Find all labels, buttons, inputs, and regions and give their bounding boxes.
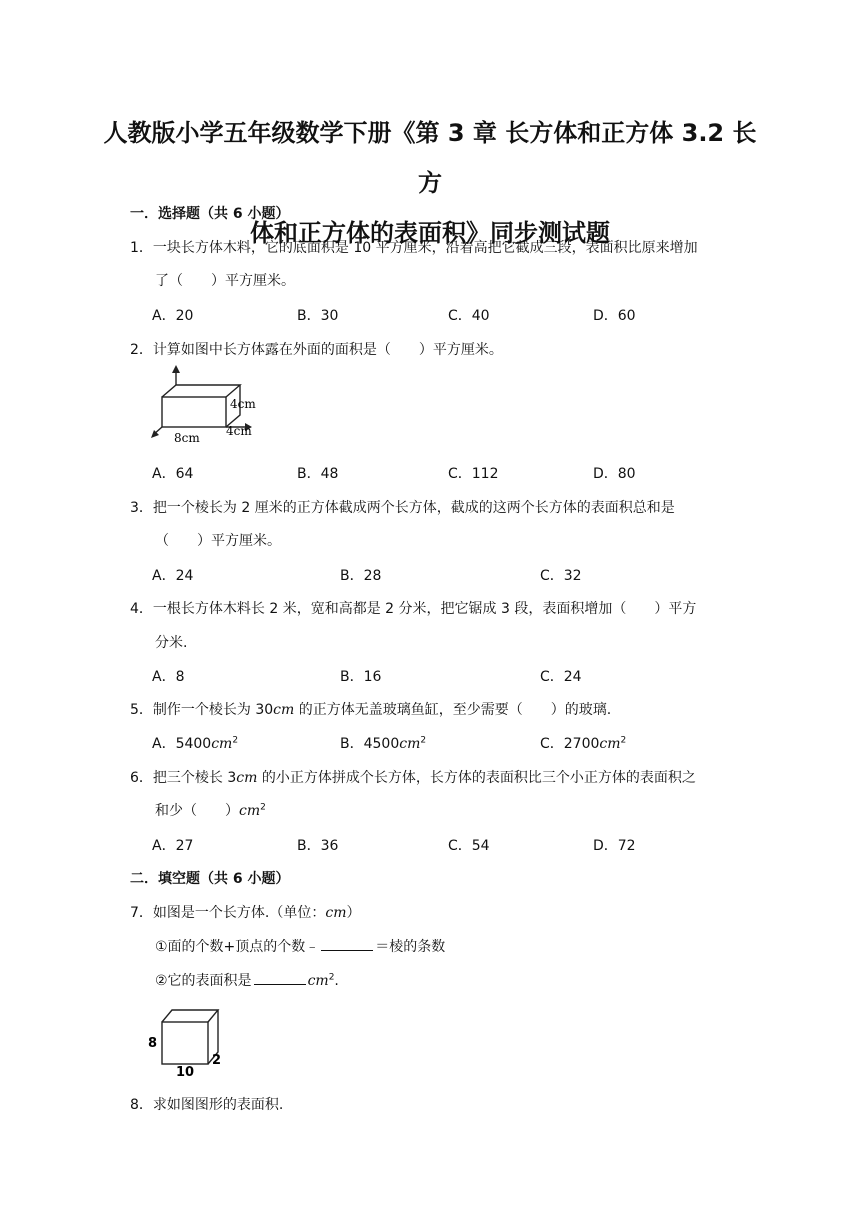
arrow-head-up-icon bbox=[172, 365, 180, 373]
question-2-cuboid-figure bbox=[148, 364, 260, 444]
cuboid-front-face bbox=[162, 1022, 208, 1064]
question-1-option-c: C．40 bbox=[448, 308, 490, 324]
page-title bbox=[100, 108, 760, 258]
question-4-option-c: C．24 bbox=[540, 669, 582, 685]
question-4-option-b: B．16 bbox=[340, 669, 382, 685]
figure-label-width: 2 bbox=[212, 1053, 222, 1068]
figure-label-width: 4cm bbox=[226, 424, 252, 438]
question-4-line-1: 4．一根长方体木料长 2 米，宽和高都是 2 分米，把它锯成 3 段，表面积增加（ ）平方 bbox=[130, 601, 697, 617]
question-3-option-c: C．32 bbox=[540, 568, 582, 584]
section-heading-fill-in: 二．填空题（共 6 小题） bbox=[130, 871, 290, 887]
question-6-option-a: A．27 bbox=[152, 838, 194, 854]
answer-blank-2[interactable] bbox=[254, 972, 306, 985]
figure-label-height: 8 bbox=[148, 1036, 158, 1051]
question-4-option-a: A．8 bbox=[152, 669, 185, 685]
question-6-option-b: B．36 bbox=[297, 838, 339, 854]
question-1-line-2: 了（ ）平方厘米。 bbox=[155, 273, 295, 289]
title-line-2: 体和正方体的表面积》同步测试题 bbox=[250, 219, 610, 247]
question-5-option-c: C．$2700cm^2$ bbox=[540, 735, 627, 752]
title-line-1: 人教版小学五年级数学下册《第 3 章 长方体和正方体 3.2 长方 bbox=[103, 119, 757, 197]
question-8-line-1: 8．求如图图形的表面积. bbox=[130, 1097, 284, 1113]
question-2-option-b: B．48 bbox=[297, 466, 339, 482]
question-2-option-a: A．64 bbox=[152, 466, 194, 482]
answer-blank-1[interactable] bbox=[321, 938, 373, 951]
question-6-option-d: D．72 bbox=[593, 838, 636, 854]
question-7-line-1: 7．如图是一个长方体.（单位：cm） bbox=[130, 905, 361, 921]
question-7-sub-2: ②它的表面积是 $cm^2$. bbox=[155, 972, 339, 989]
question-7-sub-1: ①面的个数+顶点的个数﹣ ＝棱的条数 bbox=[155, 939, 446, 955]
cuboid-top-face bbox=[162, 385, 240, 397]
cuboid-front-face bbox=[162, 397, 226, 427]
question-1-line-1: 1．一块长方体木料，它的底面积是 10 平方厘米，沿着高把它截成三段，表面积比原来增加 bbox=[130, 240, 698, 256]
question-6-option-c: C．54 bbox=[448, 838, 490, 854]
question-3-line-1: 3．把一个棱长为 2 厘米的正方体截成两个长方体，截成的这两个长方体的表面积总和是 bbox=[130, 500, 675, 516]
cuboid-top-face bbox=[162, 1010, 218, 1022]
question-5-line-1: 5．制作一个棱长为 30cm 的正方体无盖玻璃鱼缸，至少需要（ ）的玻璃. bbox=[130, 702, 612, 718]
question-6-line-2: 和少（ ）$cm^2$ bbox=[155, 802, 266, 819]
section-heading-choice: 一．选择题（共 6 小题） bbox=[130, 206, 290, 222]
question-1-option-d: D．60 bbox=[593, 308, 636, 324]
question-1-option-a: A．20 bbox=[152, 308, 194, 324]
figure-label-height: 4cm bbox=[230, 397, 256, 411]
question-3-line-2: （ ）平方厘米。 bbox=[155, 533, 281, 549]
question-2-option-d: D．80 bbox=[593, 466, 636, 482]
figure-label-length: 10 bbox=[176, 1065, 195, 1078]
question-2-option-c: C．112 bbox=[448, 466, 499, 482]
question-3-option-a: A．24 bbox=[152, 568, 194, 584]
question-6-line-1: 6．把三个棱长 3cm 的小正方体拼成个长方体，长方体的表面积比三个小正方体的表面积之 bbox=[130, 770, 696, 786]
question-3-option-b: B．28 bbox=[340, 568, 382, 584]
question-7-cuboid-figure bbox=[146, 1004, 230, 1078]
question-5-option-a: A．$5400cm^2$ bbox=[152, 735, 239, 752]
question-1-option-b: B．30 bbox=[297, 308, 339, 324]
figure-label-length: 8cm bbox=[174, 431, 200, 444]
question-4-line-2: 分米. bbox=[155, 635, 188, 651]
question-2-line-1: 2．计算如图中长方体露在外面的面积是（ ）平方厘米。 bbox=[130, 342, 503, 358]
question-5-option-b: B．$4500cm^2$ bbox=[340, 735, 427, 752]
